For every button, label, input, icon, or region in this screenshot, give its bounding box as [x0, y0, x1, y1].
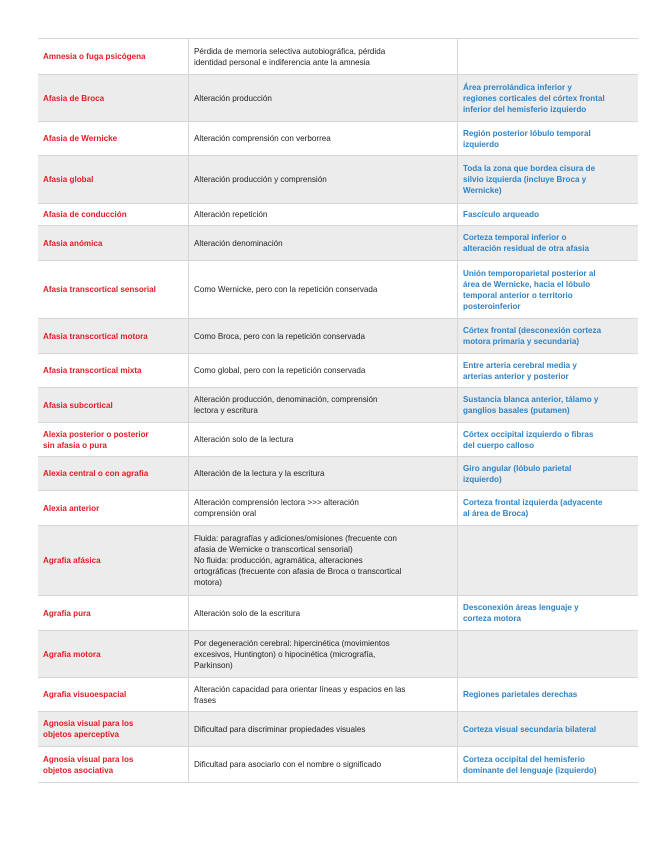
location-line: silvio izquierda (incluye Broca y — [463, 175, 587, 184]
location-line: alteración residual de otra afasia — [463, 244, 589, 253]
brain-location-cell — [458, 457, 639, 491]
syndrome-name-line-2: objetos aperceptiva — [43, 730, 120, 739]
location-line: Fascículo arqueado — [463, 210, 540, 219]
location-line: Área prerrolándica inferior y — [463, 82, 572, 92]
syndrome-name-line-2: objetos asociativa — [43, 765, 114, 775]
location-line: posteroinferior — [463, 301, 521, 311]
location-line: Entre arteria cerebral media y — [463, 360, 577, 370]
description-line: Alteración denominación — [194, 238, 283, 248]
description-line: Como Wernicke, pero con la repetición conservada — [194, 285, 378, 294]
description-line: ortográficas (frecuente con afasia de Broca o transcortical — [194, 567, 402, 576]
brain-location-cell — [458, 491, 639, 526]
brain-location-cell — [458, 39, 639, 75]
table-row — [38, 631, 638, 678]
syndrome-name: Agnosia visual para los — [43, 719, 134, 728]
description-cell — [189, 388, 458, 423]
syndrome-name-cell — [38, 261, 189, 319]
brain-location-cell — [458, 75, 639, 122]
location-line: temporal anterior o territorio — [463, 290, 573, 300]
table-row — [38, 226, 638, 261]
syndrome-name: Afasia transcortical sensorial — [43, 285, 156, 294]
location-line: regiones corticales del córtex frontal — [463, 93, 605, 103]
description-cell — [189, 226, 458, 261]
table-row — [38, 596, 638, 631]
description-line: Dificultad para discriminar propiedades visuales — [194, 724, 366, 734]
location-line: Unión temporoparietal posterior al — [463, 268, 596, 278]
description-cell — [189, 596, 458, 631]
description-line: Parkinson) — [194, 660, 233, 670]
table-row — [38, 261, 638, 319]
location-line: inferior del hemisferio izquierdo — [463, 104, 587, 114]
syndrome-name: Afasia transcortical mixta — [43, 366, 142, 375]
location-line: corteza motora — [463, 614, 522, 623]
table-row — [38, 75, 638, 122]
description-line: comprensión oral — [194, 509, 257, 518]
table-row — [38, 712, 638, 747]
syndrome-name: Afasia anómica — [43, 238, 103, 248]
syndrome-name-cell — [38, 457, 189, 491]
description-cell — [189, 156, 458, 204]
description-cell — [189, 678, 458, 712]
description-cell — [189, 423, 458, 457]
table-row — [38, 354, 638, 388]
location-line: motora primaria y secundaria) — [463, 337, 580, 346]
description-cell — [189, 747, 458, 783]
description-cell — [189, 457, 458, 491]
description-cell — [189, 491, 458, 526]
brain-location-cell — [458, 678, 639, 712]
description-line: Alteración solo de la escritura — [194, 608, 301, 618]
syndrome-name: Alexia anterior — [43, 503, 100, 513]
description-line: motora) — [194, 578, 222, 587]
syndrome-name: Amnesia o fuga psicógena — [43, 52, 146, 61]
syndrome-name: Afasia subcortical — [43, 400, 113, 410]
syndrome-name-cell — [38, 526, 189, 596]
syndrome-name: Afasia transcortical motora — [43, 331, 148, 341]
description-cell — [189, 39, 458, 75]
table-row — [38, 678, 638, 712]
brain-location-cell — [458, 319, 639, 354]
table-row — [38, 491, 638, 526]
syndrome-name: Alexia central o con agrafia — [43, 469, 149, 478]
location-line: Toda la zona que bordea cisura de — [463, 164, 596, 173]
location-line: izquierdo — [463, 139, 499, 149]
brain-location-cell — [458, 388, 639, 423]
location-line: Corteza frontal izquierda (adyacente — [463, 498, 603, 507]
brain-location-cell — [458, 122, 639, 156]
location-line: Córtex occipital izquierdo o fibras — [463, 429, 594, 439]
description-line: Alteración repetición — [194, 210, 268, 219]
location-line: dominante del lenguaje (izquierdo) — [463, 765, 597, 775]
syndrome-name-cell — [38, 678, 189, 712]
syndrome-name: Agrafia motora — [43, 649, 101, 659]
syndrome-name-cell — [38, 596, 189, 631]
location-line: Córtex frontal (desconexión corteza — [463, 326, 602, 335]
location-line: Sustancia blanca anterior, tálamo y — [463, 395, 599, 404]
syndrome-name-cell — [38, 204, 189, 226]
table-row — [38, 747, 638, 783]
description-line: Pérdida de memoria selectiva autobiográfica, pérdida — [194, 46, 386, 56]
syndrome-name-cell — [38, 319, 189, 354]
syndrome-name-line-2: sin afasia o pura — [43, 440, 107, 450]
syndromes-table — [38, 38, 638, 783]
description-cell — [189, 319, 458, 354]
location-line: Región posterior lóbulo temporal — [463, 128, 591, 138]
syndrome-name-cell — [38, 354, 189, 388]
location-line: Regiones parietales derechas — [463, 690, 578, 699]
location-line: Wernicke) — [463, 186, 502, 195]
description-line: Alteración producción y comprensión — [194, 175, 327, 184]
description-cell — [189, 204, 458, 226]
table-row — [38, 156, 638, 204]
location-line: ganglios basales (putamen) — [463, 406, 570, 415]
syndrome-name: Agrafia afásica — [43, 556, 101, 565]
description-line: Por degeneración cerebral: hipercinética (movimientos — [194, 638, 390, 648]
description-line: Alteración producción, denominación, comprensión — [194, 395, 378, 404]
location-line: Desconexión áreas lenguaje y — [463, 603, 579, 612]
location-line: Corteza occipital del hemisferio — [463, 754, 585, 764]
syndrome-name-cell — [38, 423, 189, 457]
description-line: Como Broca, pero con la repetición conservada — [194, 331, 365, 341]
description-cell — [189, 631, 458, 678]
table-row — [38, 39, 638, 75]
brain-location-cell — [458, 226, 639, 261]
brain-location-cell — [458, 596, 639, 631]
description-line: Dificultad para asociarlo con el nombre o significado — [194, 760, 382, 769]
syndrome-name: Agrafia visuoespacial — [43, 690, 127, 699]
location-line: Corteza visual secundaria bilateral — [463, 724, 597, 734]
description-line: Alteración solo de la lectura — [194, 435, 294, 444]
syndrome-name-cell — [38, 631, 189, 678]
location-line: Corteza temporal inferior o — [463, 233, 567, 242]
description-line: Alteración producción — [194, 93, 272, 103]
brain-location-cell — [458, 423, 639, 457]
brain-location-cell — [458, 747, 639, 783]
location-line: Giro angular (lóbulo parietal — [463, 463, 572, 473]
syndrome-name-cell — [38, 226, 189, 261]
location-line: área de Wernicke, hacia el lóbulo — [463, 279, 591, 289]
location-line: del cuerpo calloso — [463, 440, 535, 450]
table-row — [38, 526, 638, 596]
syndrome-name: Afasia de conducción — [43, 210, 127, 219]
description-line: Alteración de la lectura y la escritura — [194, 469, 325, 478]
syndrome-name: Afasia de Broca — [43, 93, 105, 103]
description-cell — [189, 526, 458, 596]
syndrome-name-cell — [38, 388, 189, 423]
description-cell — [189, 122, 458, 156]
table-row — [38, 319, 638, 354]
syndrome-name: Afasia global — [43, 175, 94, 184]
description-cell — [189, 354, 458, 388]
description-line: frases — [194, 695, 217, 705]
syndrome-name-cell — [38, 491, 189, 526]
description-cell — [189, 75, 458, 122]
description-line: lectora y escritura — [194, 406, 258, 415]
brain-location-cell — [458, 712, 639, 747]
table-body — [38, 39, 638, 783]
description-line: Fluida: paragrafías y adiciones/omisiones (frecuente con — [194, 534, 397, 543]
description-cell — [189, 712, 458, 747]
table-row — [38, 457, 638, 491]
syndrome-name-cell — [38, 156, 189, 204]
description-line: Alteración comprensión lectora >>> alteración — [194, 498, 359, 507]
description-line: afasia de Wernicke o transcortical sensorial) — [194, 545, 353, 554]
table-row — [38, 204, 638, 226]
description-line: No fluida: producción, agramática, alteraciones — [194, 556, 363, 565]
syndrome-name-cell — [38, 712, 189, 747]
syndrome-name: Afasia de Wernicke — [43, 134, 118, 143]
syndrome-name: Agrafia pura — [43, 608, 91, 618]
table-row — [38, 122, 638, 156]
brain-location-cell — [458, 204, 639, 226]
description-line: excesivos, Huntington) o hipocinética (micrografía, — [194, 649, 376, 659]
description-line: Alteración capacidad para orientar líneas y espacios en las — [194, 684, 406, 694]
location-line: arterias anterior y posterior — [463, 371, 569, 381]
syndrome-name: Agnosia visual para los — [43, 754, 134, 764]
table-row — [38, 388, 638, 423]
description-line: Como global, pero con la repetición conservada — [194, 366, 366, 375]
syndrome-name-cell — [38, 75, 189, 122]
brain-location-cell — [458, 156, 639, 204]
syndrome-name-cell — [38, 122, 189, 156]
description-cell — [189, 261, 458, 319]
syndrome-name-cell — [38, 39, 189, 75]
syndrome-name-cell — [38, 747, 189, 783]
brain-location-cell — [458, 526, 639, 596]
description-line: identidad personal e indiferencia ante la amnesia — [194, 57, 370, 67]
location-line: izquierdo) — [463, 474, 502, 484]
table-row — [38, 423, 638, 457]
syndrome-name: Alexia posterior o posterior — [43, 429, 149, 439]
brain-location-cell — [458, 631, 639, 678]
brain-location-cell — [458, 354, 639, 388]
description-line: Alteración comprensión con verborrea — [194, 134, 331, 143]
location-line: al área de Broca) — [463, 509, 529, 518]
brain-location-cell — [458, 261, 639, 319]
